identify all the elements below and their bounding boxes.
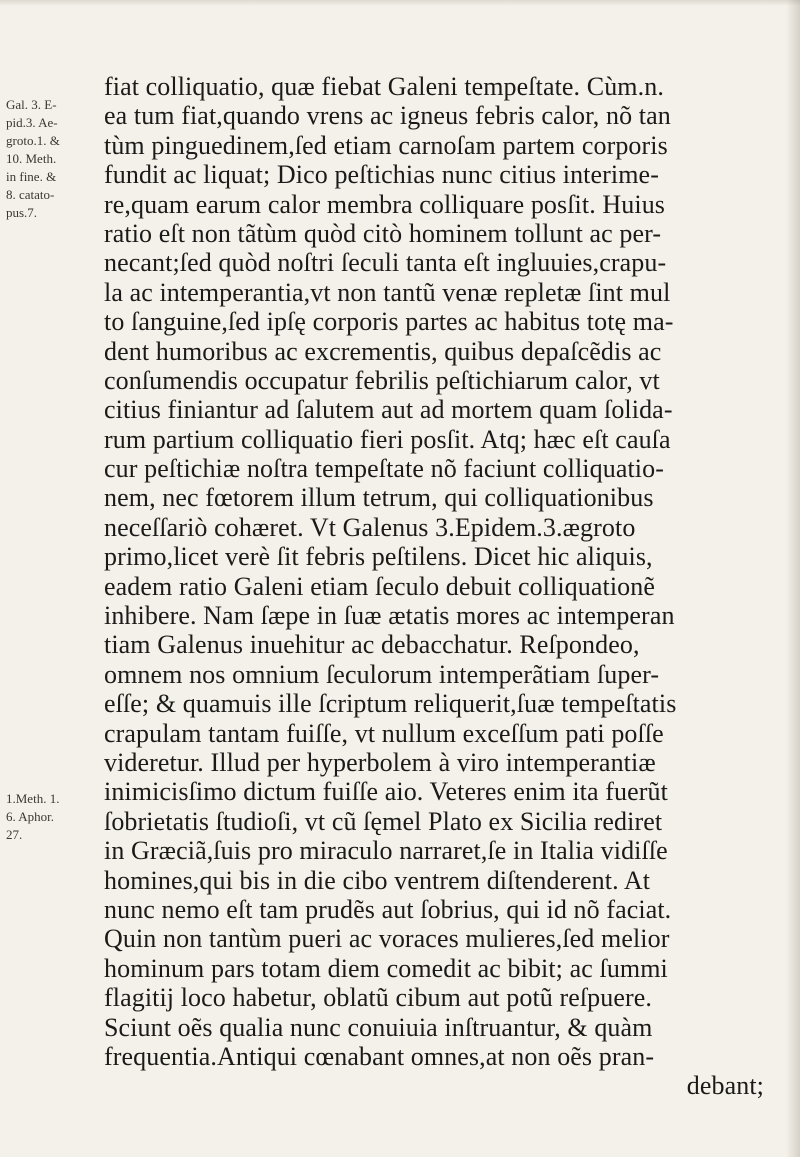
- text-line: primo,licet verè ſit febris peſtilens. Dicet hic aliquis,: [104, 542, 653, 572]
- text-line: nunc nemo eſt tam prudẽs aut ſobrius, qui id nõ faciat.: [104, 894, 672, 924]
- text-line: inimicisſimo dictum fuiſſe aio. Veteres enim ita fuerũt: [104, 777, 668, 807]
- text-line: Quin non tantùm pueri ac voraces mulieres,ſed melior: [104, 924, 670, 954]
- page-gutter-shadow: [786, 0, 800, 1157]
- text-line: la ac intemperantia,vt non tantũ venæ repletæ ſint mul: [104, 277, 671, 307]
- text-line: eadem ratio Galeni etiam ſeculo debuit colliquationẽ: [104, 571, 655, 601]
- text-line: necant;ſed quòd noſtri ſeculi tanta eſt ingluuies,crapu-: [104, 248, 667, 278]
- text-line: crapulam tantam fuiſſe, vt nullum exceſſum pati poſſe: [104, 718, 664, 748]
- text-line: flagitij loco habetur, oblatũ cibum aut potũ reſpuere.: [104, 983, 653, 1013]
- margin-note: pus.7.: [6, 205, 38, 220]
- margin-note: pid.3. Ae-: [6, 115, 58, 130]
- text-line-catchword: debant;: [686, 1071, 764, 1101]
- body-text: [104, 72, 784, 1101]
- text-line: conſumendis occupatur febrilis peſtichiarum calor, vt: [104, 365, 660, 395]
- text-line: nem, nec fœtorem illum tetrum, qui colliquationibus: [104, 483, 654, 513]
- text-line: in Græciã,ſuis pro miraculo narraret,ſe in Italia vidiſſe: [104, 836, 668, 866]
- text-line: ſobrietatis ſtudioſi, vt cũ ſęmel Plato ex Sicilia rediret: [104, 806, 663, 836]
- text-line: hominum pars totam diem comedit ac bibit; ac ſummi: [104, 953, 668, 983]
- text-line: rum partium colliquatio fieri posſit. Atq; hæc eſt cauſa: [104, 424, 671, 454]
- text-line: neceſſariò cohæret. Vt Galenus 3.Epidem.3.ægroto: [104, 512, 636, 542]
- text-line: videretur. Illud per hyperbolem à viro intemperantiæ: [104, 747, 656, 777]
- margin-note: 10. Meth.: [6, 151, 57, 166]
- text-line: tiam Galenus inuehitur ac debacchatur. Reſpondeo,: [104, 630, 640, 660]
- margin-note: in fine. &: [6, 169, 57, 184]
- page-top-shadow: [0, 0, 800, 6]
- text-line: fiat colliquatio, quæ fiebat Galeni tempeſtate. Cùm.n.: [104, 72, 664, 101]
- text-line: inhibere. Nam ſæpe in ſuæ ætatis mores ac intemperan: [104, 601, 675, 631]
- margin-note: 1.Meth. 1.: [6, 791, 60, 806]
- text-line: omnem nos omnium ſeculorum intemperãtiam ſuper-: [104, 659, 660, 689]
- text-line: tùm pinguedinem,ſed etiam carnoſam partem corporis: [104, 130, 668, 160]
- text-line: fundit ac liquat; Dico peſtichias nunc citius interime-: [104, 160, 659, 190]
- margin-notes-upper: [6, 96, 70, 222]
- margin-notes-lower: [6, 790, 70, 844]
- text-line: Sciunt oẽs qualia nunc conuiuia inſtruantur, & quàm: [104, 1012, 653, 1042]
- text-line: eſſe; & quamuis ille ſcriptum reliquerit,ſuæ tempeſtatis: [104, 689, 677, 719]
- text-line: re,quam earum calor membra colliquare posſit. Huius: [104, 189, 666, 219]
- text-line: ea tum fiat,quando vrens ac igneus febris calor, nõ tan: [104, 101, 671, 131]
- margin-note: 27.: [6, 827, 23, 842]
- text-line: citius finiantur ad ſalutem aut ad mortem quam ſolida-: [104, 395, 673, 425]
- text-line: frequentia.Antiqui cœnabant omnes,at non oẽs pran-: [104, 1041, 655, 1071]
- text-line: dent humoribus ac excrementis, quibus depaſcẽdis ac: [104, 336, 662, 366]
- margin-note: groto.1. &: [6, 133, 60, 148]
- text-line: cur peſtichiæ noſtra tempeſtate nõ faciunt colliquatio-: [104, 454, 664, 484]
- text-line: to ſanguine,ſed ipſę corporis partes ac habitus totę ma-: [104, 307, 674, 337]
- margin-note: Gal. 3. E-: [6, 97, 57, 112]
- text-line: ratio eſt non tãtùm quòd citò hominem tollunt ac per-: [104, 218, 662, 248]
- text-line: homines,qui bis in die cibo ventrem diſtenderent. At: [104, 865, 651, 895]
- margin-note: 6. Aphor.: [6, 809, 55, 824]
- margin-note: 8. catato-: [6, 187, 55, 202]
